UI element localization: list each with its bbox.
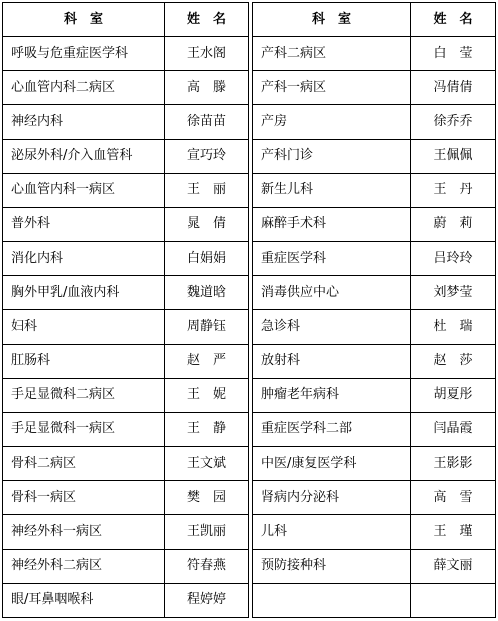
header-name-left: 姓 名 [165, 3, 249, 37]
dept-cell-right: 中医/康复医学科 [253, 447, 411, 481]
name-cell-left: 王 静 [165, 412, 249, 446]
name-cell-left: 高 滕 [165, 71, 249, 105]
name-cell-right: 王佩佩 [411, 139, 496, 173]
name-cell-left: 符春燕 [165, 549, 249, 583]
dept-cell-left: 肛肠科 [3, 344, 165, 378]
name-cell-left: 王 妮 [165, 378, 249, 412]
dept-cell-right: 新生儿科 [253, 173, 411, 207]
dept-cell-right: 儿科 [253, 515, 411, 549]
name-cell-right: 徐乔乔 [411, 105, 496, 139]
dept-cell-right [253, 583, 411, 617]
dept-cell-right: 麻醉手术科 [253, 207, 411, 241]
name-cell-right: 闫晶霞 [411, 412, 496, 446]
dept-cell-right: 消毒供应中心 [253, 276, 411, 310]
dept-cell-left: 呼吸与危重症医学科 [3, 37, 165, 71]
name-cell-right: 赵 莎 [411, 344, 496, 378]
table-row [3, 549, 496, 583]
header-dept-right: 科 室 [253, 3, 411, 37]
dept-cell-left: 手足显微科二病区 [3, 378, 165, 412]
dept-cell-left: 神经外科二病区 [3, 549, 165, 583]
dept-cell-left: 泌尿外科/介入血管科 [3, 139, 165, 173]
table-row [3, 583, 496, 617]
table-row [3, 276, 496, 310]
dept-cell-right: 放射科 [253, 344, 411, 378]
name-cell-left: 王文斌 [165, 447, 249, 481]
table-row [3, 71, 496, 105]
name-cell-right [411, 583, 496, 617]
dept-cell-left: 心血管内科一病区 [3, 173, 165, 207]
name-cell-left: 晁 倩 [165, 207, 249, 241]
table-row [3, 105, 496, 139]
table-row [3, 515, 496, 549]
name-cell-left: 宣巧玲 [165, 139, 249, 173]
table-row [3, 37, 496, 71]
dept-cell-left: 普外科 [3, 207, 165, 241]
dept-cell-right: 产科二病区 [253, 37, 411, 71]
table-row [3, 173, 496, 207]
name-cell-right: 白 莹 [411, 37, 496, 71]
dept-cell-right: 预防接种科 [253, 549, 411, 583]
table-row [3, 481, 496, 515]
name-cell-right: 王 瑾 [411, 515, 496, 549]
table-row [3, 139, 496, 173]
name-cell-right: 王影影 [411, 447, 496, 481]
dept-cell-left: 妇科 [3, 310, 165, 344]
header-name-right: 姓 名 [411, 3, 496, 37]
name-cell-right: 吕玲玲 [411, 242, 496, 276]
header-row [3, 3, 496, 37]
table-row [3, 242, 496, 276]
name-cell-right: 蔚 莉 [411, 207, 496, 241]
name-cell-left: 樊 园 [165, 481, 249, 515]
dept-cell-left: 胸外甲乳/血液内科 [3, 276, 165, 310]
name-cell-right: 冯倩倩 [411, 71, 496, 105]
table-row [3, 412, 496, 446]
name-cell-right: 高 雪 [411, 481, 496, 515]
name-cell-left: 魏道晗 [165, 276, 249, 310]
name-cell-left: 王凯丽 [165, 515, 249, 549]
dept-cell-left: 神经内科 [3, 105, 165, 139]
name-cell-left: 程婷婷 [165, 583, 249, 617]
name-cell-right: 胡夏彤 [411, 378, 496, 412]
department-staff-table [2, 2, 496, 618]
dept-cell-right: 产房 [253, 105, 411, 139]
name-cell-left: 白娟娟 [165, 242, 249, 276]
header-dept-left: 科 室 [3, 3, 165, 37]
dept-cell-right: 产科一病区 [253, 71, 411, 105]
dept-cell-right: 重症医学科二部 [253, 412, 411, 446]
table-row [3, 447, 496, 481]
dept-cell-right: 重症医学科 [253, 242, 411, 276]
table-row [3, 344, 496, 378]
dept-cell-right: 肿瘤老年病科 [253, 378, 411, 412]
dept-cell-left: 骨科二病区 [3, 447, 165, 481]
dept-cell-right: 急诊科 [253, 310, 411, 344]
name-cell-left: 王 丽 [165, 173, 249, 207]
name-cell-right: 刘梦莹 [411, 276, 496, 310]
name-cell-right: 王 丹 [411, 173, 496, 207]
name-cell-left: 周静钰 [165, 310, 249, 344]
name-cell-left: 赵 严 [165, 344, 249, 378]
dept-cell-left: 神经外科一病区 [3, 515, 165, 549]
dept-cell-left: 骨科一病区 [3, 481, 165, 515]
name-cell-left: 徐苗苗 [165, 105, 249, 139]
dept-cell-right: 肾病内分泌科 [253, 481, 411, 515]
dept-cell-left: 消化内科 [3, 242, 165, 276]
dept-cell-left: 心血管内科二病区 [3, 71, 165, 105]
table-row [3, 207, 496, 241]
name-cell-right: 杜 瑞 [411, 310, 496, 344]
dept-cell-left: 眼/耳鼻咽喉科 [3, 583, 165, 617]
dept-cell-left: 手足显微科一病区 [3, 412, 165, 446]
table-row [3, 310, 496, 344]
name-cell-right: 薛文丽 [411, 549, 496, 583]
dept-cell-right: 产科门诊 [253, 139, 411, 173]
name-cell-left: 王水阁 [165, 37, 249, 71]
table-row [3, 378, 496, 412]
